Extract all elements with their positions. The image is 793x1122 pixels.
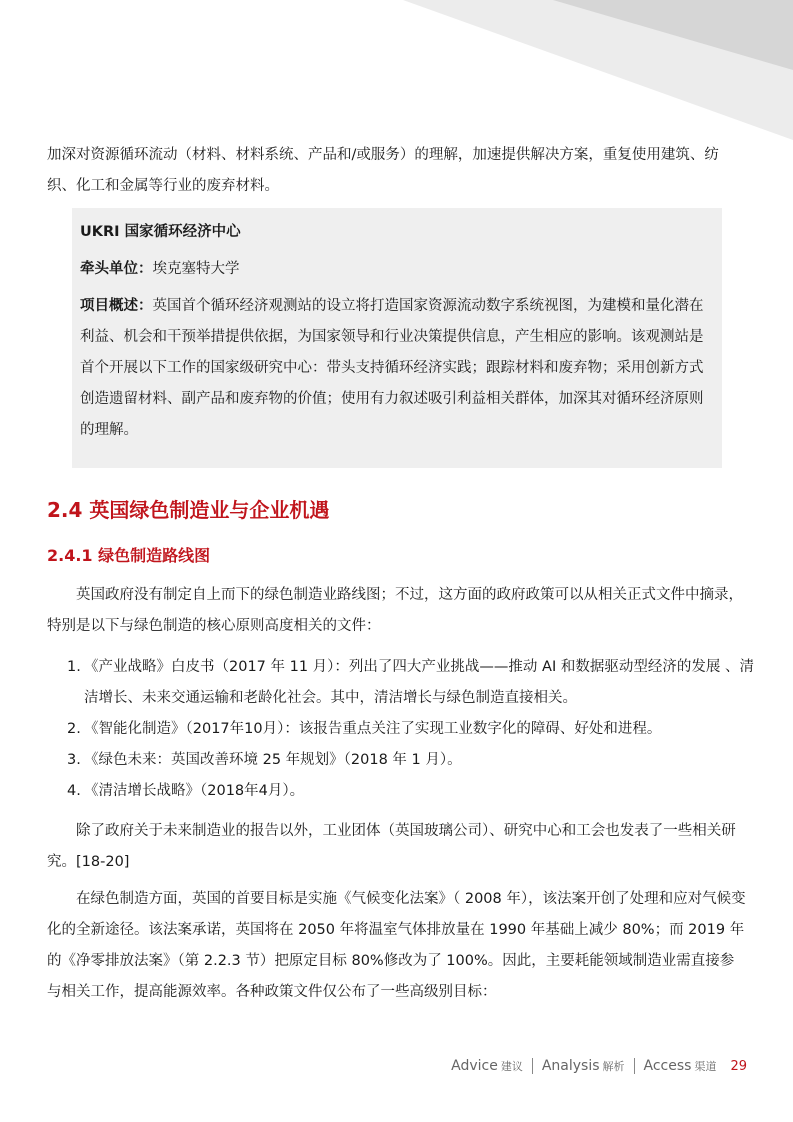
list-text: 《清洁增长战略》（2018年4月）。 [84, 783, 305, 799]
list-item [47, 776, 757, 807]
list-item [47, 652, 757, 714]
footer-access-zh: 渠道 [694, 1060, 717, 1073]
list-text: 《绿色未来：英国改善环境 25 年规划》（2018 年 1 月）。 [84, 752, 462, 768]
footer-divider [634, 1058, 635, 1074]
lead-unit-value: 埃克塞特大学 [152, 261, 240, 277]
list-number: 4. [67, 783, 81, 799]
lead-unit-label: 牵头单位： [80, 261, 153, 277]
list-number: 3. [67, 752, 81, 768]
list-text: 《智能化制造》（2017年10月）：该报告重点关注了实现工业数字化的障碍、好处和进程。 [84, 721, 662, 737]
overview-label: 项目概述： [80, 298, 153, 314]
footer-analysis-en: Analysis [541, 1058, 600, 1074]
page-footer [451, 1058, 747, 1074]
page-number: 29 [730, 1058, 747, 1074]
list-number: 2. [67, 721, 81, 737]
paragraph-2: 除了政府关于未来制造业的报告以外，工业团体（英国玻璃公司）、研究中心和工会也发表了一些相关研究。[18-20] [47, 823, 736, 870]
paragraph-1: 英国政府没有制定自上而下的绿色制造业路线图；不过，这方面的政府政策可以从相关正式文件中摘录，特别是以下与绿色制造的核心原则高度相关的文件： [47, 587, 743, 634]
list-number: 1. [67, 659, 81, 675]
footer-advice-en: Advice [451, 1058, 498, 1074]
footer-access-en: Access [643, 1058, 692, 1074]
list-text: 《产业战略》白皮书（2017 年 11 月）：列出了四大产业挑战——推动 AI 和数据驱动型经济的发展 、清洁增长、未来交通运输和老龄化社会。其中，清洁增长与绿色制造直接相关。 [84, 659, 754, 706]
document-list [47, 652, 757, 807]
overview-row [80, 291, 714, 446]
corner-decoration [403, 0, 793, 140]
footer-analysis-zh: 解析 [602, 1060, 625, 1073]
footer-advice-zh: 建议 [500, 1060, 523, 1073]
box-title: UKRI 国家循环经济中心 [80, 224, 241, 240]
project-info-box [72, 208, 722, 468]
overview-value: 英国首个循环经济观测站的设立将打造国家资源流动数字系统视图，为建模和量化潜在利益、机会和干预举措提供依据，为国家领导和行业决策提供信息，产生相应的影响。该观测站是首个开展以下工作的国家级研究中心：带头支持循环经济实践；跟踪材料和废弃物；采用创新方式创造遗留材料、副产品和废弃物的价值；使用有力叙述吸引利益相关群体，加深其对循环经济原则的理解。 [80, 298, 704, 438]
lead-unit-row [80, 254, 714, 285]
intro-paragraph: 加深对资源循环流动（材料、材料系统、产品和/或服务）的理解，加速提供解决方案，重复使用建筑、纺织、化工和金属等行业的废弃材料。 [47, 147, 719, 194]
subsection-heading: 2.4.1 绿色制造路线图 [47, 546, 211, 565]
paragraph-3: 在绿色制造方面，英国的首要目标是实施《气候变化法案》（ 2008 年），该法案开创了处理和应对气候变化的全新途径。该法案承诺，英国将在 2050 年将温室气体排放量在 1990 年基础上减少 80%；而 2019 年的《净零排放法案》（第 2.2.3 节）把原定目标 80%修改为了 100%。因此，主要耗能领域制造业需直接参与相关工作，提高能源效率。各种政策文件仅公布了一些高级别目标： [47, 891, 746, 1000]
list-item [47, 745, 757, 776]
list-item [47, 714, 757, 745]
section-heading: 2.4 英国绿色制造业与企业机遇 [47, 498, 330, 522]
footer-divider [532, 1058, 533, 1074]
